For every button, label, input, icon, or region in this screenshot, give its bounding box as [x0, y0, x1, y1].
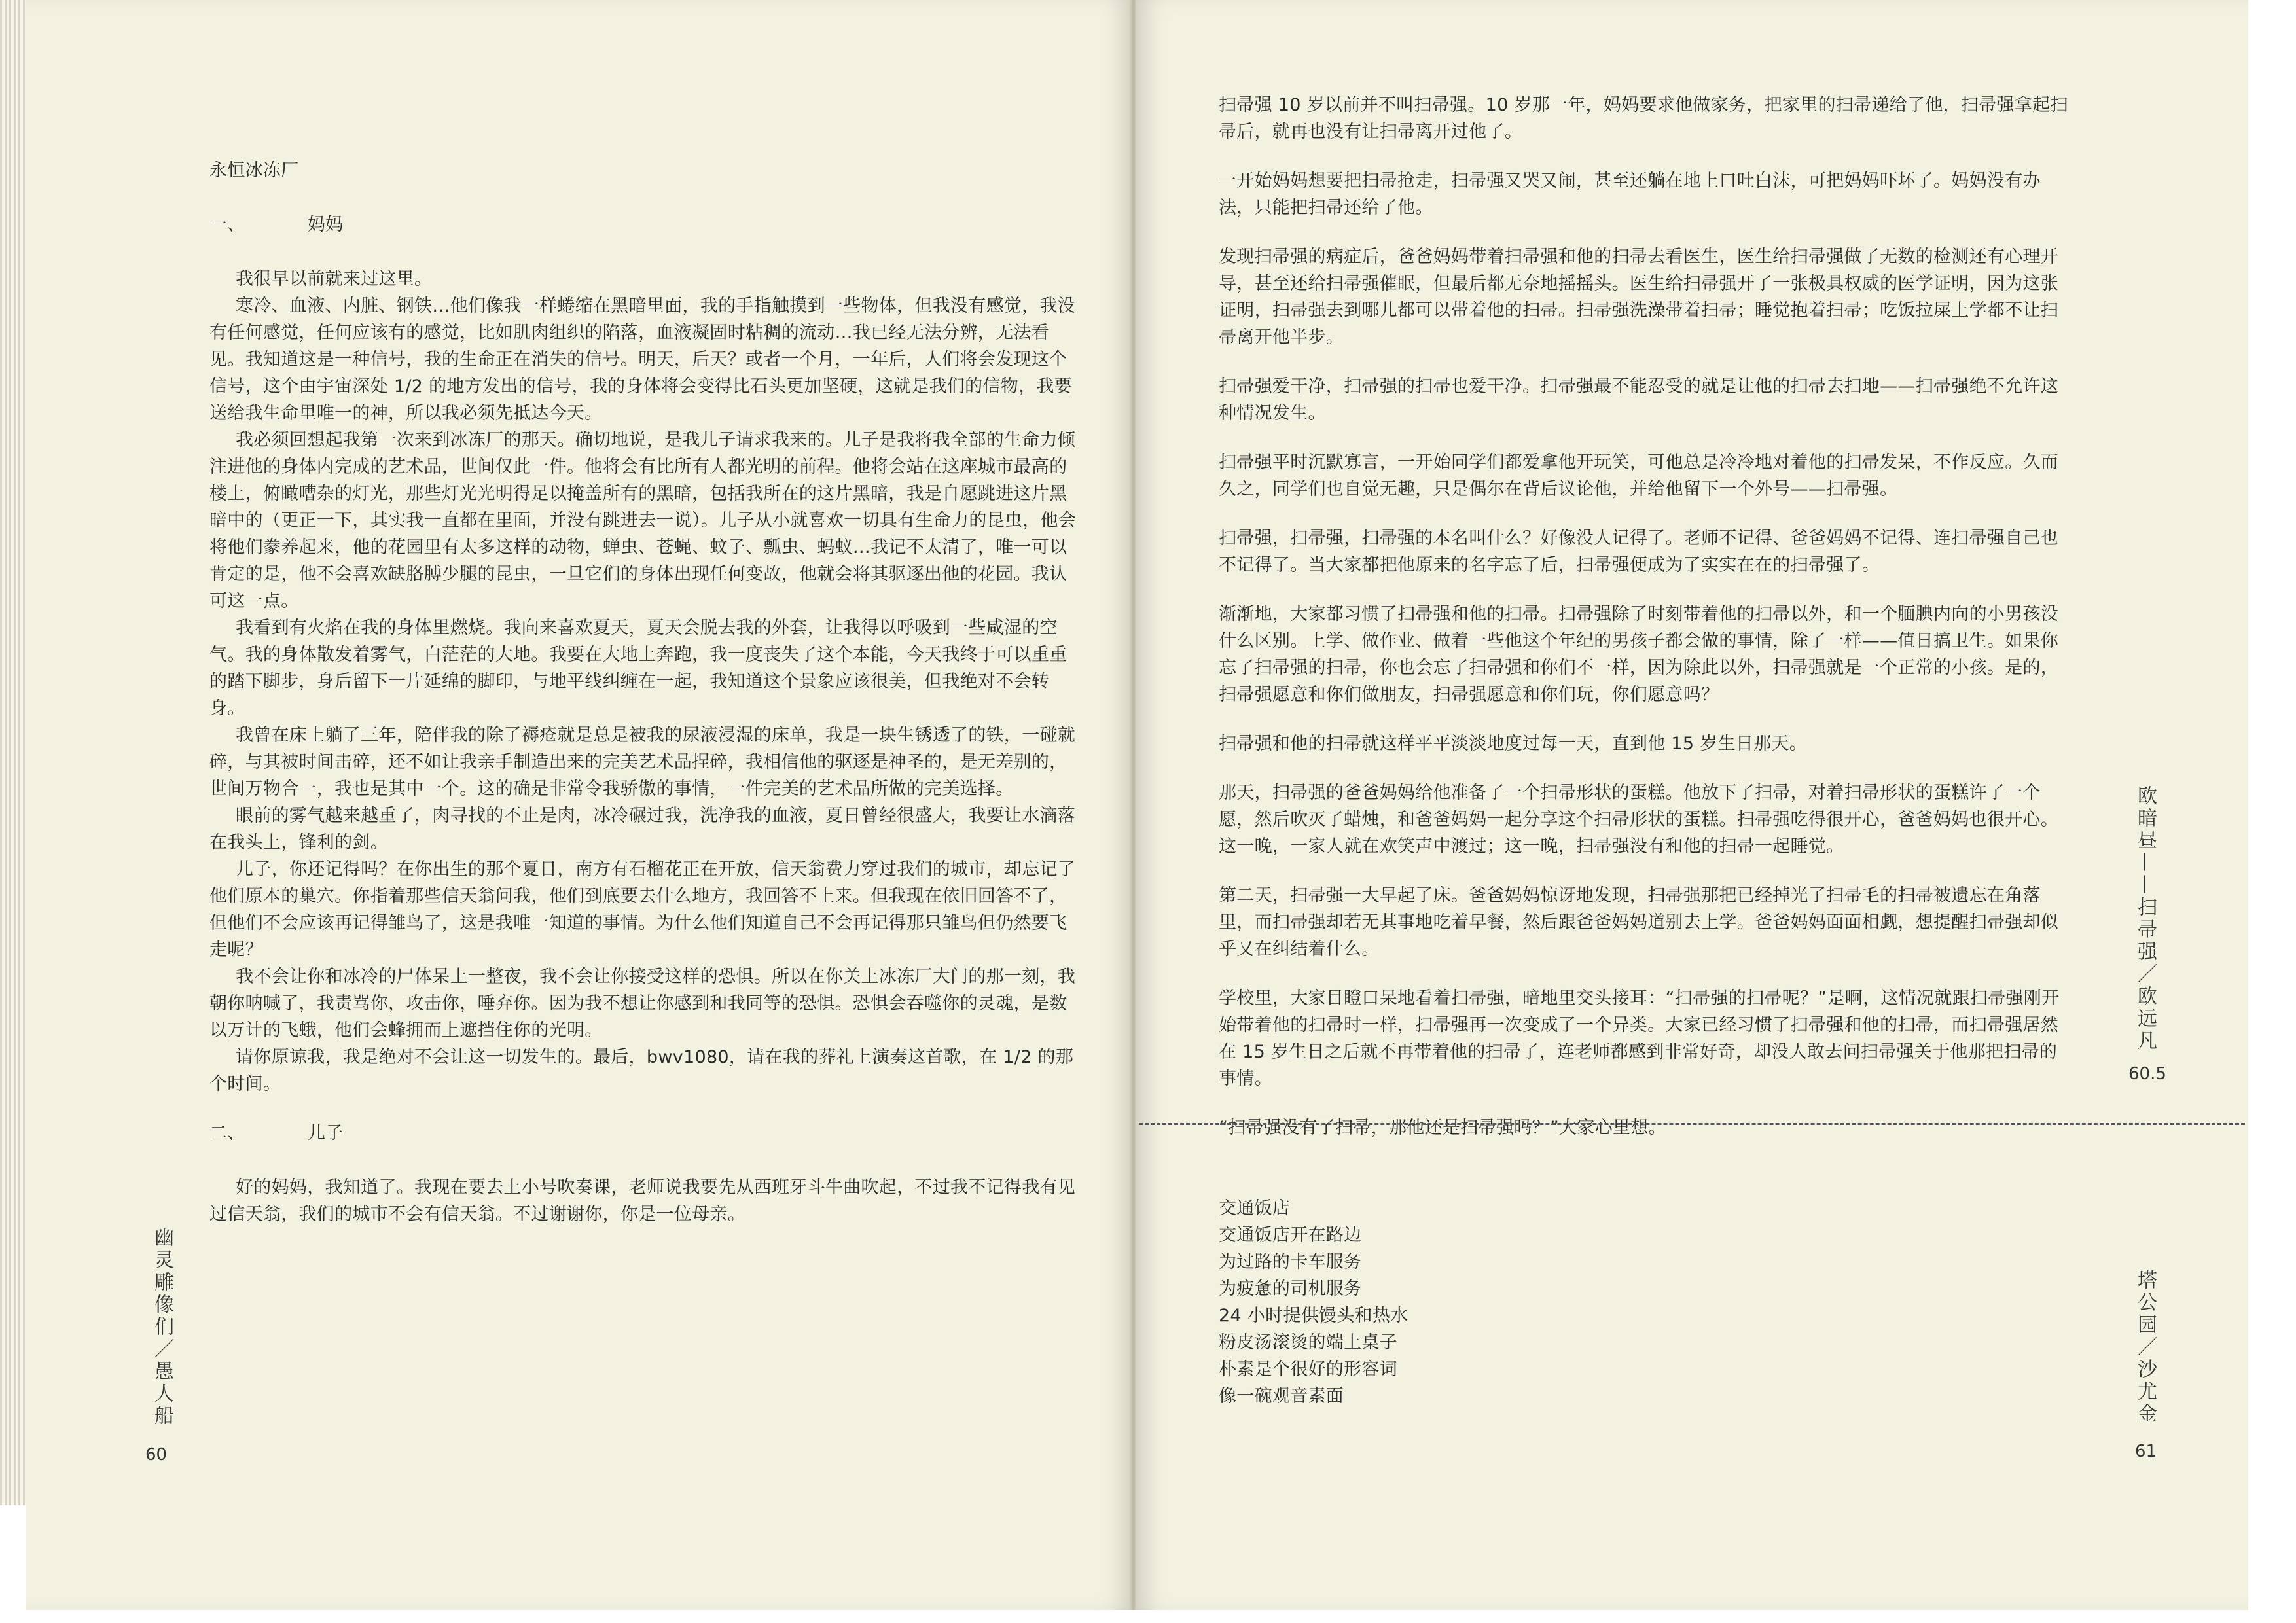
section-title: 妈妈 — [308, 215, 344, 235]
paragraph: 扫帚强 10 岁以前并不叫扫帚强。10 岁那一年，妈妈要求他做家务，把家里的扫帚递给了他，扫帚强拿起扫帚后，就再也没有让扫帚离开过他了。 — [1219, 95, 2068, 142]
paragraph: 请你原谅我，我是绝对不会让这一切发生的。最后，bwv1080，请在我的葬礼上演奏这首歌，在 1/2 的那个时间。 — [209, 1047, 1074, 1094]
section-title: 儿子 — [308, 1123, 344, 1143]
poem-line: 像一碗观音素面 — [1219, 1386, 1344, 1406]
section-number: 一、 — [209, 215, 245, 235]
paragraph: 我曾在床上躺了三年，陪伴我的除了褥疮就是总是被我的尿液浸湿的床单，我是一块生锈透了的铁，一碰就碎，与其被时间击碎，还不如让我亲手制造出来的完美艺术品捏碎，我相信他的驱逐是神圣的，是无差别的，世间万物合一，我也是其中一个。这的确是非常令我骄傲的事情，一件完美的艺术品所做的完美选择。 — [209, 725, 1076, 799]
paragraph: 我不会让你和冰冷的尸体呆上一整夜，我不会让你接受这样的恐惧。所以在你关上冰冻厂大门的那一刻，我朝你呐喊了，我责骂你，攻击你，唾弃你。因为我不想让你感到和我同等的恐惧。恐惧会吞噬你的灵魂，是数以万计的飞蛾，他们会蜂拥而上遮挡住你的光明。 — [209, 967, 1076, 1041]
page-number-right: 61 — [2135, 1442, 2157, 1461]
paragraph: 那天，扫帚强的爸爸妈妈给他准备了一个扫帚形状的蛋糕。他放下了扫帚，对着扫帚形状的蛋糕许了一个愿，然后吹灭了蜡烛，和爸爸妈妈一起分享这个扫帚形状的蛋糕。扫帚强吃得很开心，爸爸妈妈也很开心。这一晚，一家人就在欢笑声中渡过；这一晚，扫帚强没有和他的扫帚一起睡觉。 — [1219, 783, 2059, 857]
paragraph: 扫帚强和他的扫帚就这样平平淡淡地度过每一天，直到他 15 岁生日那天。 — [1219, 734, 1808, 754]
poem — [1219, 1195, 2070, 1410]
poem-line: 为过路的卡车服务 — [1219, 1252, 1362, 1272]
paragraph: 好的妈妈，我知道了。我现在要去上小号吹奏课，老师说我要先从西班牙斗牛曲吹起，不过我不记得我有见过信天翁，我们的城市不会有信天翁。不过谢谢你，你是一位母亲。 — [209, 1177, 1076, 1224]
poem-title: 交通饭店 — [1219, 1198, 1291, 1219]
poem-line: 为疲惫的司机服务 — [1219, 1279, 1362, 1299]
issue-code: 60.5 — [2128, 1064, 2166, 1084]
poem-line: 朴素是个很好的形容词 — [1219, 1359, 1397, 1380]
right-spine-label-bottom: 塔公园／沙尤金 — [2134, 1270, 2157, 1425]
left-page-text — [209, 157, 1080, 1228]
poem-line: 24 小时提供馒头和热水 — [1219, 1306, 1408, 1326]
page-number-left: 60 — [145, 1445, 168, 1465]
paragraph: 发现扫帚强的病症后，爸爸妈妈带着扫帚强和他的扫帚去看医生，医生给扫帚强做了无数的检测还有心理开导，甚至还给扫帚强催眠，但最后都无奈地摇摇头。医生给扫帚强开了一张极具权威的医学证明，因为这张证明，扫帚强去到哪儿都可以带着他的扫帚。扫帚强洗澡带着扫帚；睡觉抱着扫帚；吃饭拉屎上学都不让扫帚离开他半步。 — [1219, 247, 2059, 348]
paragraph: 我看到有火焰在我的身体里燃烧。我向来喜欢夏天，夏天会脱去我的外套，让我得以呼吸到一些咸湿的空气。我的身体散发着雾气，白茫茫的大地。我要在大地上奔跑，我一度丧失了这个本能，今天我终于可以重重的踏下脚步，身后留下一片延绵的脚印，与地平线纠缠在一起，我知道这个景象应该很美，但我绝对不会转身。 — [209, 618, 1067, 719]
paragraph: 第二天，扫帚强一大早起了床。爸爸妈妈惊讶地发现，扫帚强那把已经掉光了扫帚毛的扫帚被遗忘在角落里，而扫帚强却若无其事地吃着早餐，然后跟爸爸妈妈道别去上学。爸爸妈妈面面相觑，想提醒扫帚强却似乎又在纠结着什么。 — [1219, 885, 2059, 959]
paragraph: 儿子，你还记得吗？在你出生的那个夏日，南方有石榴花正在开放，信天翁费力穿过我们的城市，却忘记了他们原本的巢穴。你指着那些信天翁问我，他们到底要去什么地方，我回答不上来。但我现在依旧回答不了，但他们不会应该再记得雏鸟了，这是我唯一知道的事情。为什么他们知道自己不会再记得那只雏鸟但仍然要飞走呢？ — [209, 859, 1076, 960]
poem-line: 粉皮汤滚烫的端上桌子 — [1219, 1332, 1397, 1353]
paragraph: 眼前的雾气越来越重了，肉寻找的不止是肉，冰冷碾过我，洗净我的血液，夏日曾经很盛大，我要让水滴落在我头上，锋利的剑。 — [209, 806, 1076, 853]
poem-line: 交通饭店开在路边 — [1219, 1225, 1362, 1245]
right-spine-label-top: 欧暗昼——扫帚强／欧远凡 — [2134, 785, 2157, 1052]
paragraph: 我必须回想起我第一次来到冰冻厂的那天。确切地说，是我儿子请求我来的。儿子是我将我全部的生命力倾注进他的身体内完成的艺术品，世间仅此一件。他将会有比所有人都光明的前程。他将会站在这座城市最高的楼上，俯瞰嘈杂的灯光，那些灯光光明得足以掩盖所有的黑暗，包括我所在的这片黑暗，我是自愿跳进这片黑暗中的（更正一下，其实我一直都在里面，并没有跳进去一说）。儿子从小就喜欢一切具有生命力的昆虫，他会将他们豢养起来，他的花园里有太多这样的动物，蝉虫、苍蝇、蚊子、瓢虫、蚂蚁…我记不太清了，唯一可以肯定的是，他不会喜欢缺胳膊少腿的昆虫，一旦它们的身体出现任何变故，他就会将其驱逐出他的花园。我认可这一点。 — [209, 430, 1077, 611]
paragraph: 扫帚强平时沉默寡言，一开始同学们都爱拿他开玩笑，可他总是冷冷地对着他的扫帚发呆，不作反应。久而久之，同学们也自觉无趣，只是偶尔在背后议论他，并给他留下一个外号——扫帚强。 — [1219, 452, 2059, 499]
paragraph: 学校里，大家目瞪口呆地看着扫帚强，暗地里交头接耳：“扫帚强的扫帚呢？”是啊，这情况就跟扫帚强刚开始带着他的扫帚时一样，扫帚强再一次变成了一个异类。大家已经习惯了扫帚强和他的扫帚，而扫帚强居然在 15 岁生日之后就不再带着他的扫帚了，连老师都感到非常好奇，却没人敢去问扫帚强关于他那把扫帚的事情。 — [1219, 988, 2060, 1089]
story-title: 永恒冰冻厂 — [209, 160, 299, 181]
page-edges — [0, 0, 26, 1505]
section-number: 二、 — [209, 1123, 245, 1143]
section-heading-son — [209, 1120, 1080, 1147]
paragraph: 渐渐地，大家都习惯了扫帚强和他的扫帚。扫帚强除了时刻带着他的扫帚以外，和一个腼腆内向的小男孩没什么区别。上学、做作业、做着一些他这个年纪的男孩子都会做的事情，除了一样——值日搞卫生。如果你忘了扫帚强的扫帚，你也会忘了扫帚强和你们不一样，因为除此以外，扫帚强就是一个正常的小孩。是的，扫帚强愿意和你们做朋友，扫帚强愿意和你们玩，你们愿意吗？ — [1219, 604, 2059, 705]
paragraph: “扫帚强没有了扫帚，那他还是扫帚强吗？”大家心里想。 — [1219, 1118, 1666, 1138]
paragraph: 扫帚强，扫帚强，扫帚强的本名叫什么？好像没人记得了。老师不记得、爸爸妈妈不记得、连扫帚强自己也不记得了。当大家都把他原来的名字忘了后，扫帚强便成为了实实在在的扫帚强了。 — [1219, 528, 2059, 575]
section-heading-mother — [209, 211, 1080, 238]
dashed-divider — [1139, 1123, 2245, 1125]
left-spine-label: 幽灵雕像们／愚人船 — [151, 1227, 173, 1427]
paragraph: 我很早以前就来过这里。 — [236, 269, 433, 289]
right-page-text — [1219, 92, 2070, 1410]
paragraph: 一开始妈妈想要把扫帚抢走，扫帚强又哭又闹，甚至还躺在地上口吐白沫，可把妈妈吓坏了。妈妈没有办法，只能把扫帚还给了他。 — [1219, 171, 2041, 218]
paragraph: 寒冷、血液、内脏、钢铁…他们像我一样蜷缩在黑暗里面，我的手指触摸到一些物体，但我没有感觉，我没有任何感觉，任何应该有的感觉，比如肌肉组织的陷落，血液凝固时粘稠的流动…我已经无法分辨，无法看见。我知道这是一种信号，我的生命正在消失的信号。明天，后天？或者一个月，一年后，人们将会发现这个信号，这个由宇宙深处 1/2 的地方发出的信号，我的身体将会变得比石头更加坚硬，这就是我们的信物，我要送给我生命里唯一的神，所以我必须先抵达今天。 — [209, 296, 1076, 423]
paragraph: 扫帚强爱干净，扫帚强的扫帚也爱干净。扫帚强最不能忍受的就是让他的扫帚去扫地——扫帚强绝不允许这种情况发生。 — [1219, 376, 2059, 423]
